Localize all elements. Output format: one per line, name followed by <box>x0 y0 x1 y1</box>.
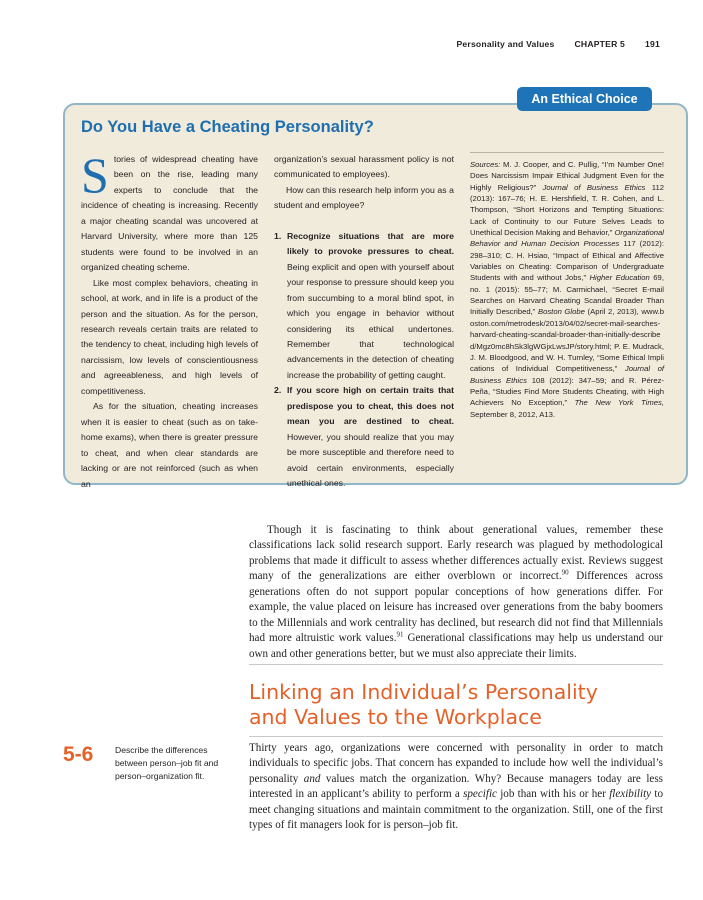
section-heading-line-2: and Values to the Workplace <box>249 705 542 729</box>
page-number: 191 <box>645 39 660 49</box>
col1-paragraph-3: As for the situation, cheating increases when it is easier to cheat (such as on take-home exams), when there is greater pressure to cheat, and when clear standards are lacking or are not reinforced (such as when an <box>81 401 258 489</box>
body-text: values match the organization. Why? Because managers today are less interested in an applicant’s ability to perform a <box>249 772 663 801</box>
tip-text: Being explicit and open with yourself about your response to pressure should keep you from succumbing to a moral blind spot, in which you engage in behavior without considering its ethical undertones. Remember that technological advancements in the detection of cheating increase the probability of getting caught. <box>287 261 454 380</box>
journal-title: Boston Globe <box>537 307 585 317</box>
tip-number: 1. <box>274 230 282 241</box>
col2-paragraph-2: How can this research help inform you as a student and employee? <box>274 184 454 211</box>
sources-label: Sources: <box>470 160 501 169</box>
journal-title: The New York Times, <box>574 398 664 408</box>
sources-text: (April 2, 2013), www.boston.com/metrodesk/2013/04/02/secret-mail-searches-harvard-cheating-scandal-broader-than-initially-described/Mgz0mc8hSk3lgWGjxLwsJP/story.html; P. E. Mudrack, J. M. Bloodgood, and W. H. Turnley, “Some Ethical Implications of Individual Competitiveness,” <box>470 307 664 374</box>
box-column-1 <box>81 147 258 492</box>
running-head <box>0 39 660 49</box>
body-text: Generational classifications may help us understand our own and other generations better, but we must also appreciate their limits. <box>249 632 663 660</box>
body-text: Thirty years ago, organizations were concerned with personality in order to match individuals to specific jobs. That concern has expanded to include how well the individual’s personality <box>249 742 663 785</box>
body-paragraph-fit <box>249 741 663 834</box>
footnote-ref: 90 <box>561 568 569 577</box>
footnote-ref: 91 <box>396 630 404 639</box>
journal-title: Journal of Business Ethics <box>542 182 646 192</box>
sources-divider <box>470 152 664 153</box>
sources-text: September 8, 2012, A13. <box>470 409 556 419</box>
sources-text: 117 (2012): 298–310; C. H. Hsiao, “Impact of Ethical and Affective Variables on Cheating: Comparison of Undergraduate Students with and without Jobs,” <box>470 239 664 283</box>
journal-title: Journal of Business Ethics <box>470 364 664 385</box>
sources-text: M. J. Cooper, and C. Pullig, “I’m Number One! Does Narcissism Impair Ethical Judgment Even for the Highly Religious?” <box>470 160 664 192</box>
body-text: Differences across generations often do not support popular conceptions of how generations differ. For example, the value placed on leisure has increased over generations from the baby boomers to the Millennials and work centrality has declined, but research did not find that Millennials had more altruistic work values. <box>249 570 663 645</box>
tip-item-2 <box>274 383 454 491</box>
section-bottom-rule <box>249 736 663 737</box>
ethical-choice-tab: An Ethical Choice <box>517 87 652 111</box>
body-text: job than with his or her <box>496 788 610 801</box>
emphasis: and <box>303 772 321 785</box>
body-paragraph-generations <box>249 523 663 662</box>
journal-title: Higher Education <box>589 273 650 283</box>
sources-text: 69, no. 1 (2015): 55–77; M. Carmichael, “Secret E-mail Searches on Harvard Cheating Scandal Broader Than Initially Described,” <box>470 273 664 317</box>
tip-number: 2. <box>274 385 282 396</box>
sources-note <box>470 159 664 420</box>
col1-paragraph-2: Like most complex behaviors, cheating in school, at work, and in life is a product of the person and the situation. As for the person, research reveals certain traits are related to the tendency to cheat, including high levels of narcissism, low levels of conscientiousness and agreeableness, and high levels of competitiveness. <box>81 277 258 396</box>
emphasis: specific <box>463 788 497 801</box>
sources-text: 112 (2013): 167–76; H. E. Hershfield, T. R. Cohen, and L. Thompson, “Short Horizons and Tempting Situations: Lack of Continuity to our Future Selves Leads to Unethical Decision Making and Behavior,” <box>470 182 665 238</box>
body-text: to meet changing situations and maintain commitment to the organization. Still, one of the first types of fit managers look for is person–job fit. <box>249 788 663 832</box>
journal-title: Organizational Behavior and Human Decision Processes <box>470 228 665 249</box>
sources-text: 108 (2012): 347–59; and R. Pérez-Peña, “Studies Find More Students Cheating, with High Achievers No Exception,” <box>470 375 664 408</box>
tip-text: However, you should realize that you may be more susceptible and therefore need to avoid certain environments, especially unethical ones. <box>287 431 454 489</box>
tip-item-1 <box>274 229 454 384</box>
running-head-section: Personality and Values <box>456 39 555 49</box>
drop-cap: S <box>81 147 109 203</box>
tip-heading: Recognize situations that are more likely to provoke pressures to cheat. <box>287 230 454 257</box>
body-text: Though it is fascinating to think about generational values, remember these classifications lack solid research support. Early research was plagued by methodological problems that made it difficult to assess whether differences actually exist. Reviews suggest many of the generalizations are either overblown or incorrect. <box>249 524 663 583</box>
col2-paragraph-1: organization’s sexual harassment policy is not communicated to employees). <box>274 154 454 180</box>
section-heading-line-1: Linking an Individual’s Personality <box>249 680 598 704</box>
learning-objective-text: Describe the differences between person–job fit and person–organization fit. <box>115 745 219 781</box>
section-heading <box>249 680 663 730</box>
box-title: Do You Have a Cheating Personality? <box>81 118 374 136</box>
running-head-chapter: CHAPTER 5 <box>574 39 626 49</box>
tips-list <box>274 229 454 492</box>
emphasis: flexibility <box>609 788 652 801</box>
box-column-2 <box>274 152 454 492</box>
learning-objective-number: 5-6 <box>63 743 94 766</box>
tip-heading: If you score high on certain traits that predispose you to cheat, this does not mean you are destined to cheat. <box>287 385 454 427</box>
section-top-rule <box>249 664 663 665</box>
col1-paragraph-1: tories of widespread cheating have been on the rise, leading many experts to conclude that the incidence of cheating is increasing. Recently a major cheating scandal was uncovered at Harvard University, where more than 125 students were found to be involved in an organized cheating scheme. <box>81 154 258 273</box>
